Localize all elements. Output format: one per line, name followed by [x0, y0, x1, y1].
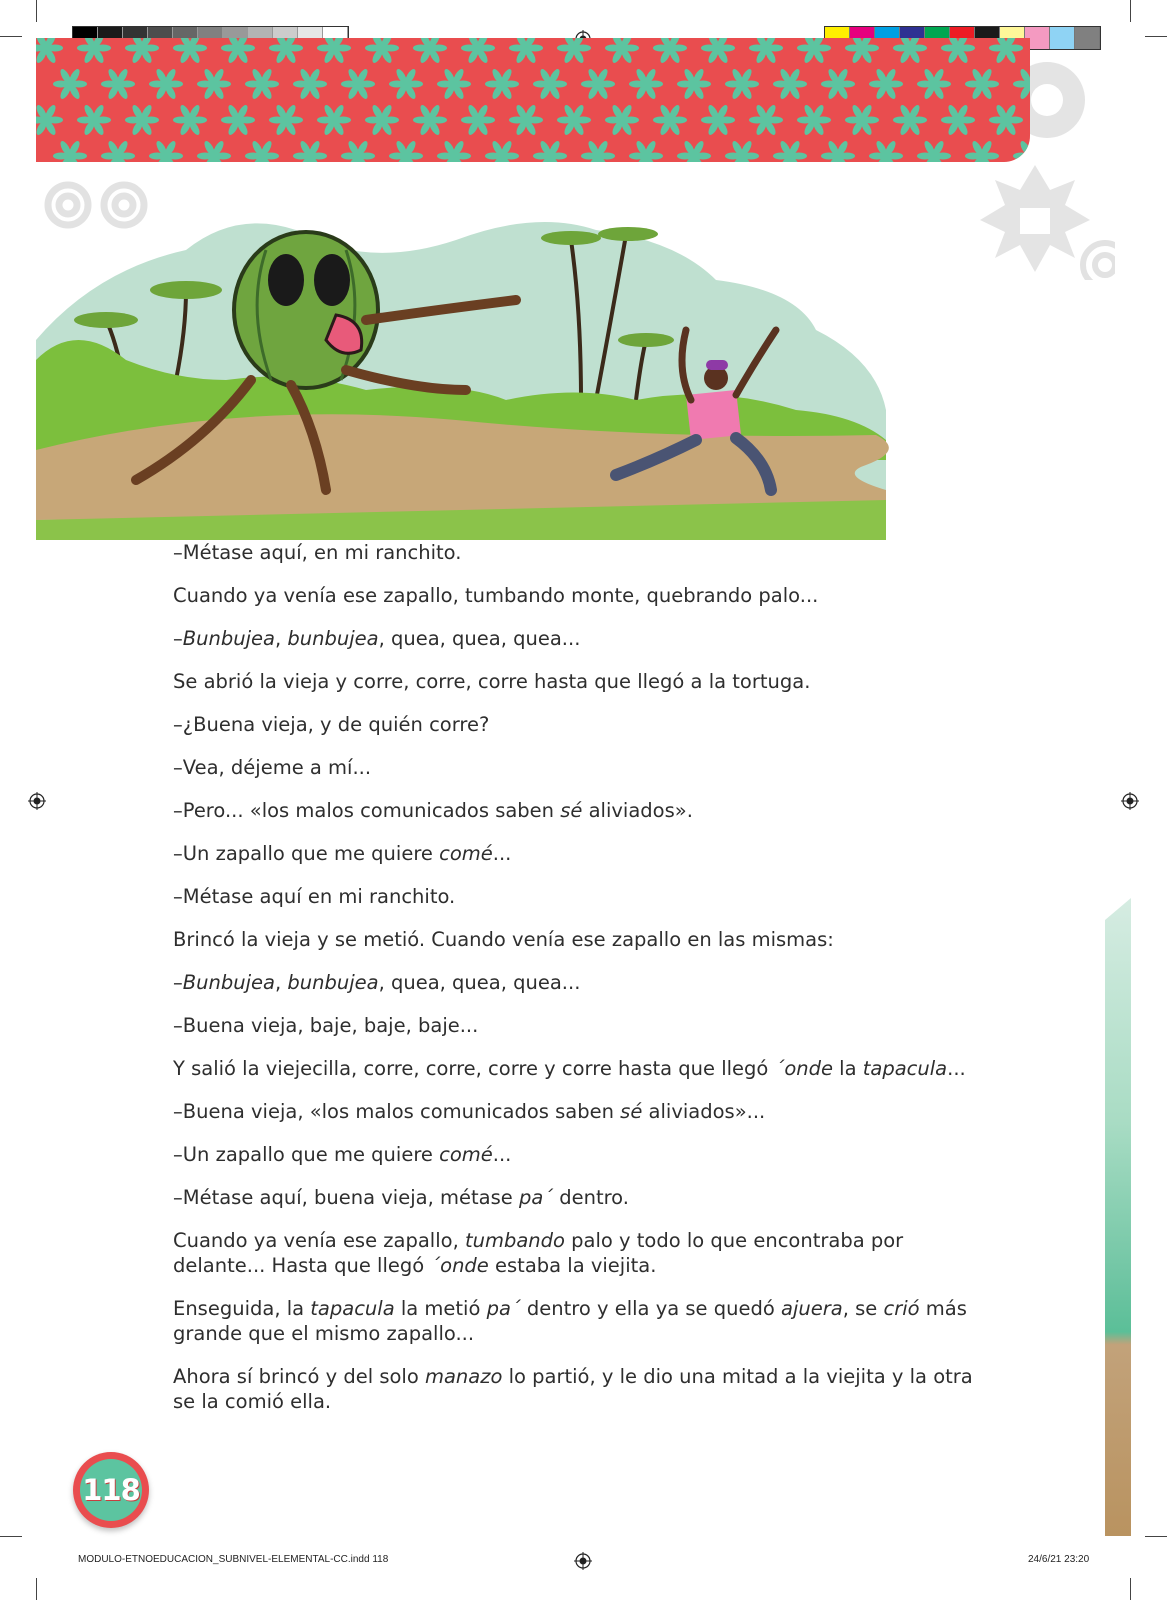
- registration-mark-icon: [574, 1552, 592, 1570]
- text-run: –Buena vieja, baje, baje, baje...: [173, 1014, 479, 1037]
- text-run: , quea, quea, quea...: [378, 627, 581, 650]
- crop-mark: [0, 36, 22, 37]
- footer-filename: MODULO-ETNOEDUCACION_SUBNIVEL-ELEMENTAL-CC.indd 118: [78, 1554, 389, 1565]
- text-run: Cuando ya venía ese zapallo, tumbando monte, quebrando palo...: [173, 584, 819, 607]
- story-paragraph: [173, 669, 993, 694]
- story-paragraph: [173, 798, 993, 823]
- text-run: la: [832, 1057, 863, 1080]
- italic-text: tumbando: [464, 1229, 565, 1252]
- italic-text: Bunbujea: [182, 627, 275, 650]
- crop-mark: [36, 0, 37, 22]
- text-run: dentro y ella ya se quedó: [520, 1297, 781, 1320]
- crop-mark: [0, 1536, 22, 1537]
- text-run: –Buena vieja, «los malos comunicados saben: [173, 1100, 621, 1123]
- text-run: –Métase aquí, buena vieja, métase: [173, 1186, 519, 1209]
- story-paragraph: [173, 1099, 993, 1124]
- story-paragraph: [173, 755, 993, 780]
- story-paragraph: [173, 1056, 993, 1081]
- story-text: [173, 540, 993, 1432]
- story-paragraph: [173, 626, 993, 651]
- story-paragraph: [173, 1185, 993, 1210]
- registration-mark-icon: [28, 792, 46, 810]
- text-run: la metió: [394, 1297, 487, 1320]
- italic-text: comé: [439, 1143, 493, 1166]
- story-paragraph: [173, 1142, 993, 1167]
- crop-mark: [1145, 1536, 1167, 1537]
- italic-text: sé: [620, 1100, 643, 1123]
- text-run: , se: [842, 1297, 884, 1320]
- text-run: –Pero... «los malos comunicados saben: [173, 799, 561, 822]
- crop-mark: [1130, 1578, 1131, 1600]
- story-paragraph: [173, 841, 993, 866]
- italic-text: crió: [883, 1297, 920, 1320]
- story-paragraph: [173, 1228, 993, 1278]
- story-paragraph: [173, 712, 993, 737]
- page-number: 118: [82, 1473, 140, 1507]
- page-number-badge: [73, 1452, 149, 1528]
- text-run: Ahora sí brincó y del solo: [173, 1365, 425, 1388]
- side-decoration-bar: [1105, 898, 1131, 1536]
- text-run: aliviados».: [582, 799, 693, 822]
- crop-mark: [36, 1578, 37, 1600]
- text-run: Se abrió la vieja y corre, corre, corre hasta que llegó a la tortuga.: [173, 670, 811, 693]
- text-run: Cuando ya venía ese zapallo,: [173, 1229, 465, 1252]
- story-paragraph: [173, 927, 993, 952]
- story-paragraph: [173, 540, 993, 565]
- italic-text: pa´: [518, 1186, 554, 1209]
- text-run: –Un zapallo que me quiere: [173, 1143, 440, 1166]
- text-run: ...: [492, 1143, 512, 1166]
- text-run: aliviados»...: [642, 1100, 766, 1123]
- text-run: Y salió la viejecilla, corre, corre, corre y corre hasta que llegó: [173, 1057, 775, 1080]
- text-run: Enseguida, la: [173, 1297, 311, 1320]
- footer-date: 24/6/21 23:20: [1028, 1554, 1090, 1565]
- italic-text: tapacula: [862, 1057, 948, 1080]
- italic-text: sé: [560, 799, 583, 822]
- text-run: estaba la viejita.: [488, 1254, 657, 1277]
- text-run: ...: [492, 842, 512, 865]
- text-run: dentro.: [553, 1186, 629, 1209]
- italic-text: ajuera: [781, 1297, 843, 1320]
- italic-text: bunbujea: [287, 627, 379, 650]
- text-run: más grande que el mismo zapallo...: [173, 1297, 967, 1345]
- italic-text: comé: [439, 842, 493, 865]
- text-run: palo y todo lo que encontraba por delante... Hasta que llegó: [173, 1229, 904, 1277]
- text-run: –Métase aquí, en mi ranchito.: [173, 541, 462, 564]
- page-number-badge-inner: [80, 1459, 142, 1521]
- story-paragraph: [173, 1364, 993, 1414]
- text-run: –: [173, 627, 183, 650]
- text-run: –¿Buena vieja, y de quién corre?: [173, 713, 490, 736]
- story-paragraph: [173, 970, 993, 995]
- text-run: lo partió, y le dio una mitad a la viejita y la otra se la comió ella.: [173, 1365, 973, 1413]
- pumpkin-monster-chasing-old-woman-illustration: [36, 210, 916, 540]
- text-run: –: [173, 971, 183, 994]
- italic-text: manazo: [424, 1365, 503, 1388]
- text-run: ...: [947, 1057, 966, 1080]
- story-paragraph: [173, 884, 993, 909]
- italic-text: Bunbujea: [182, 971, 275, 994]
- text-run: –Métase aquí en mi ranchito.: [173, 885, 456, 908]
- italic-text: bunbujea: [287, 971, 379, 994]
- italic-text: ´onde: [430, 1254, 489, 1277]
- story-paragraph: [173, 1013, 993, 1038]
- italic-text: pa´: [486, 1297, 521, 1320]
- italic-text: tapacula: [310, 1297, 395, 1320]
- registration-mark-icon: [1121, 792, 1139, 810]
- crop-mark: [1130, 0, 1131, 22]
- crop-mark: [1145, 36, 1167, 37]
- story-paragraph: [173, 1296, 993, 1346]
- text-run: –Un zapallo que me quiere: [173, 842, 440, 865]
- text-run: Brincó la vieja y se metió. Cuando venía ese zapallo en las mismas:: [173, 928, 834, 951]
- text-run: , quea, quea, quea...: [378, 971, 581, 994]
- story-paragraph: [173, 583, 993, 608]
- text-run: ,: [274, 627, 288, 650]
- text-run: ,: [274, 971, 288, 994]
- text-run: –Vea, déjeme a mí...: [173, 756, 372, 779]
- decorative-banner: [36, 38, 1030, 162]
- italic-text: ´onde: [774, 1057, 833, 1080]
